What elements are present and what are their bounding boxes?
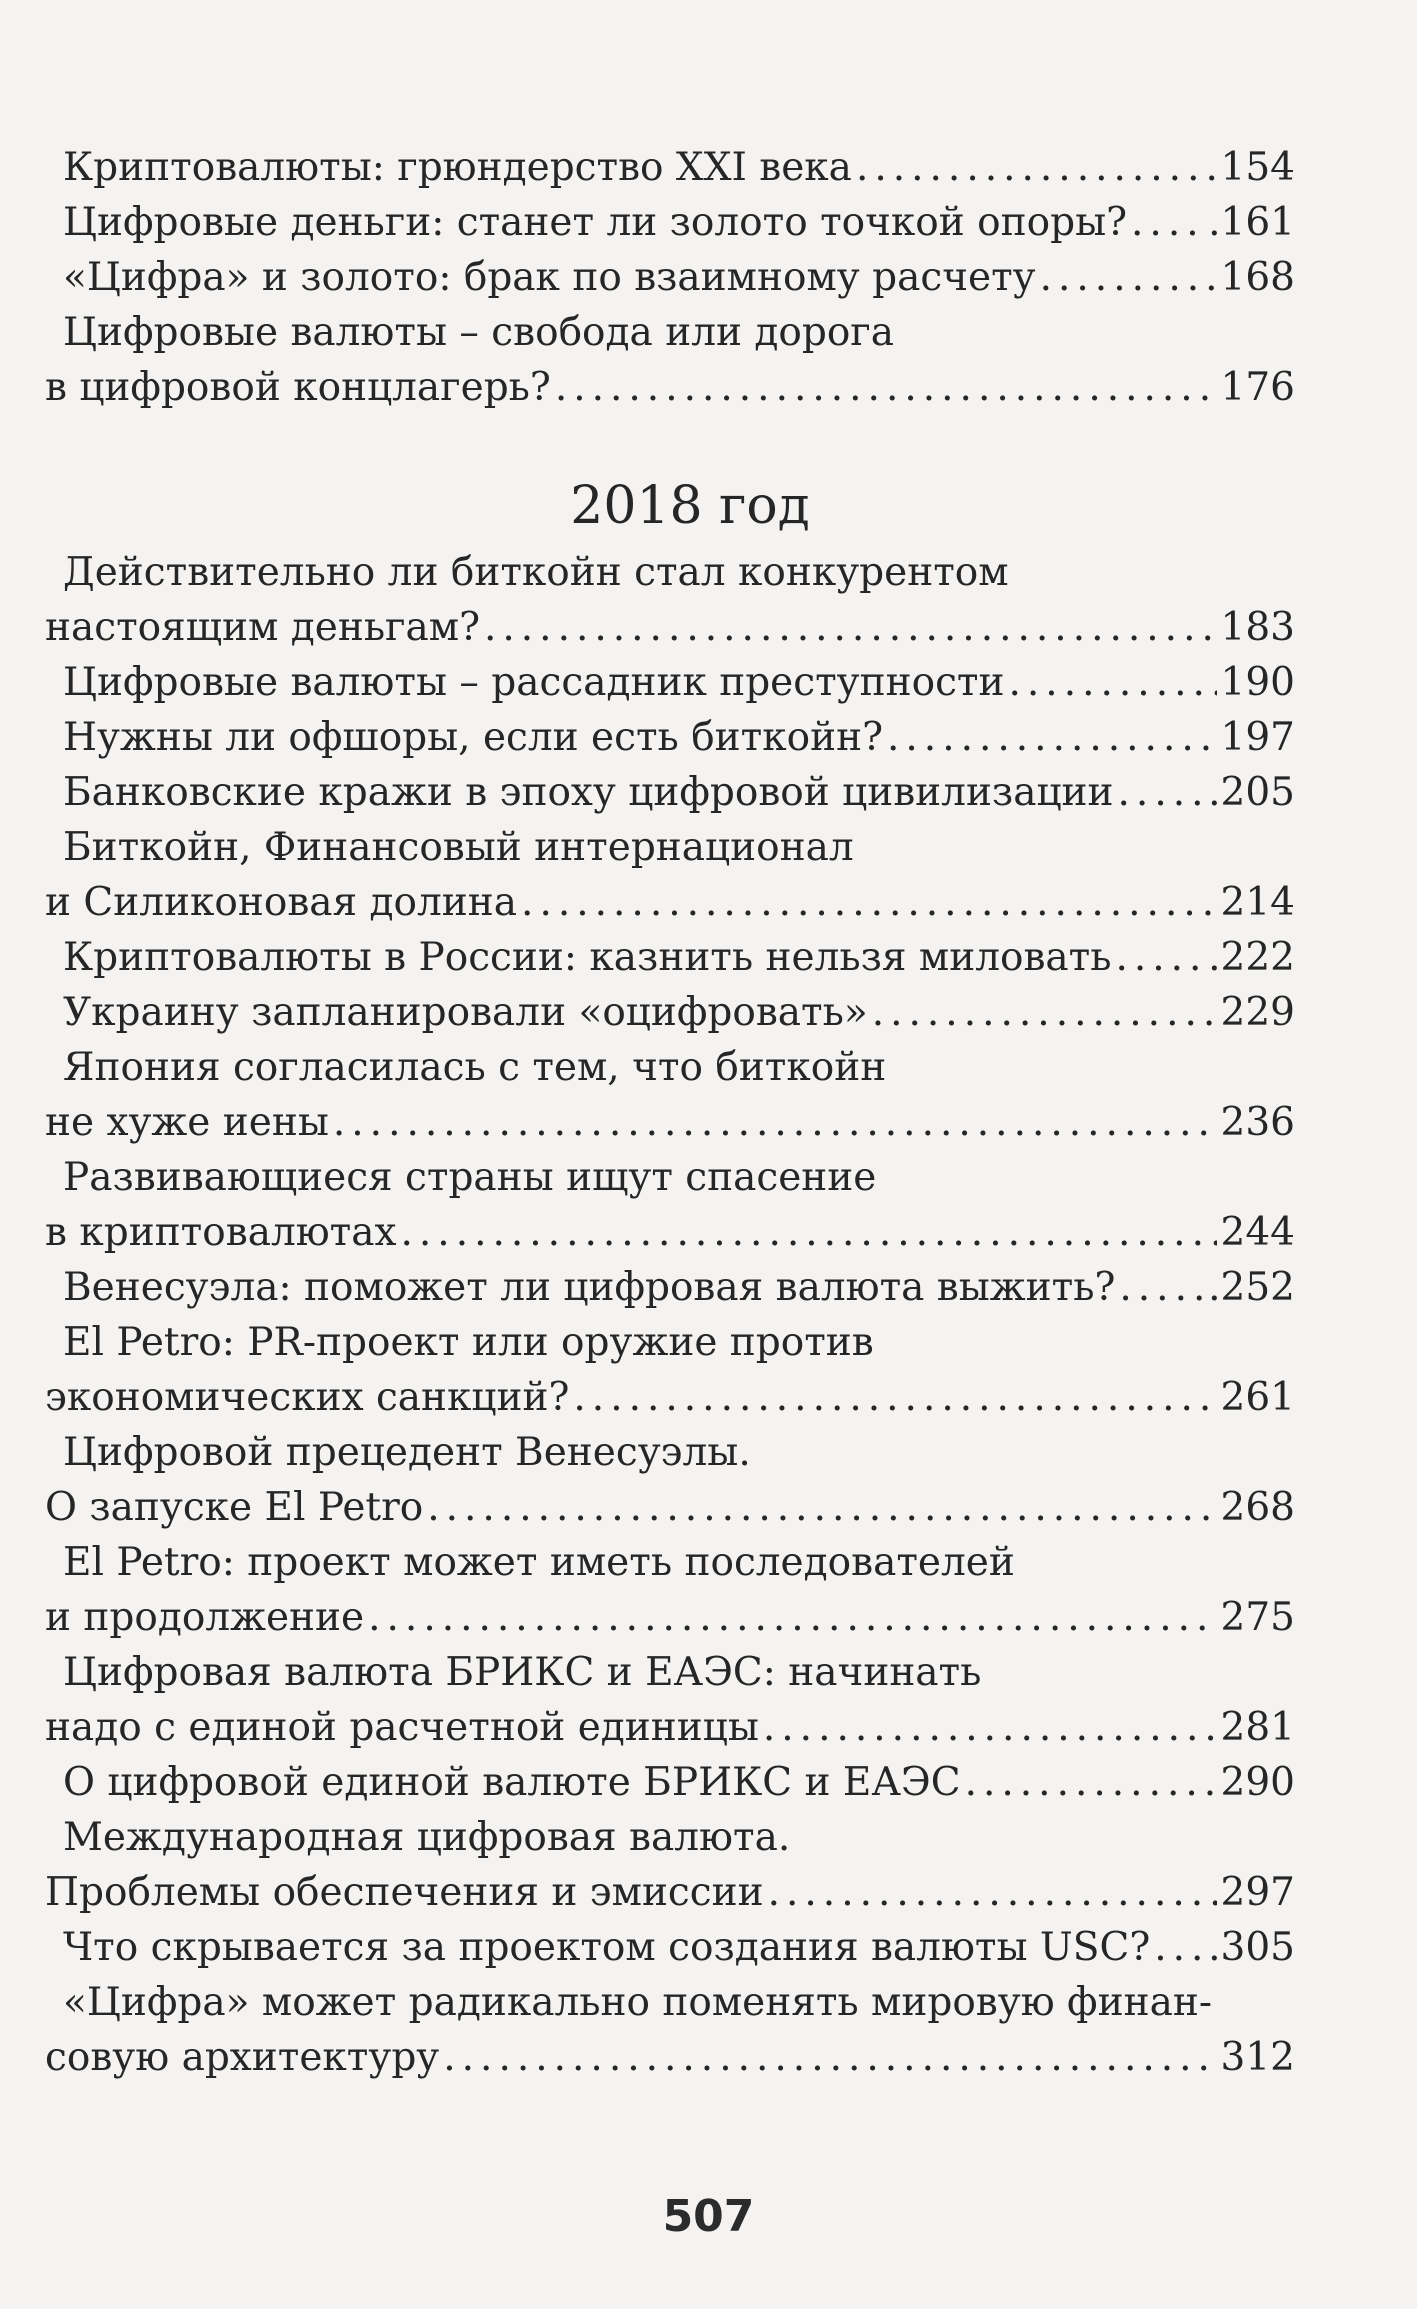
toc-entry-title: и Силиконовая долина <box>45 880 518 925</box>
toc-entry <box>45 195 1295 250</box>
toc-entry <box>45 1260 1295 1315</box>
toc-entry <box>45 1535 1295 1645</box>
toc-line <box>45 1370 1295 1425</box>
toc-entry-page: .161 <box>1208 200 1295 245</box>
toc-entry-title: Нужны ли офшоры, если есть биткойн? <box>63 715 883 760</box>
toc-entry <box>45 140 1295 195</box>
dot-leader <box>1119 1260 1204 1315</box>
toc-entry-title: не хуже иены <box>45 1100 329 1145</box>
toc-entry <box>45 1150 1295 1260</box>
toc-entry-page: 214 <box>1220 880 1295 925</box>
toc-entry-title: Венесуэла: поможет ли цифровая валюта выжить? <box>63 1265 1116 1310</box>
toc-line <box>45 1810 1295 1865</box>
toc-line <box>45 710 1295 765</box>
toc-entry-title: настоящим деньгам? <box>45 605 480 650</box>
toc-entry-page: 297 <box>1220 1870 1295 1915</box>
toc-entry-title: Криптовалюты: грюндерство XXI века <box>63 145 852 190</box>
dot-leader <box>555 360 1217 415</box>
toc-line <box>45 360 1295 415</box>
toc-entry-page: .205 <box>1208 770 1295 815</box>
toc-line <box>45 1425 1295 1480</box>
toc-line <box>45 930 1295 985</box>
toc-entry-page: 261 <box>1220 1375 1295 1420</box>
toc-entry <box>45 1920 1295 1975</box>
toc-entry-page: 236 <box>1220 1100 1295 1145</box>
toc-entry <box>45 930 1295 985</box>
toc-entry-title: Криптовалюты в России: казнить нельзя миловать <box>63 935 1112 980</box>
toc-line <box>45 1920 1295 1975</box>
toc-entry-title: О цифровой единой валюте БРИКС и ЕАЭС <box>63 1760 961 1805</box>
toc-entry-title: Что скрывается за проектом создания валюты USC? <box>63 1925 1151 1970</box>
toc-entry-page: 229 <box>1220 990 1295 1035</box>
toc-entry-page: 183 <box>1220 605 1295 650</box>
toc-entry <box>45 1040 1295 1150</box>
toc-entry <box>45 1755 1295 1810</box>
toc-line <box>45 820 1295 875</box>
page-number: 507 <box>662 2191 755 2242</box>
toc-entry <box>45 765 1295 820</box>
toc-entry <box>45 655 1295 710</box>
toc-entry-title: Проблемы обеспечения и эмиссии <box>45 1870 764 1915</box>
toc-entry-page: .252 <box>1208 1265 1295 1310</box>
dot-leader <box>1009 655 1217 710</box>
toc-entry <box>45 710 1295 765</box>
toc-entry-page: .305 <box>1208 1925 1295 1970</box>
dot-leader <box>427 1480 1216 1535</box>
toc-entry <box>45 985 1295 1040</box>
toc-entries-top <box>45 140 1295 415</box>
toc-line <box>45 2030 1295 2085</box>
toc-entry <box>45 820 1295 930</box>
toc-entry-title: Банковские кражи в эпоху цифровой цивилизации <box>63 770 1114 815</box>
toc-line <box>45 1755 1295 1810</box>
table-of-contents <box>45 140 1295 2085</box>
toc-line <box>45 195 1295 250</box>
toc-entry-title: El Petro: PR-проект или оружие против <box>63 1320 874 1365</box>
toc-entry-title: Цифровой прецедент Венесуэлы. <box>63 1430 751 1475</box>
toc-line <box>45 1095 1295 1150</box>
dot-leader <box>573 1370 1216 1425</box>
toc-entry-title: в криптовалютах <box>45 1210 397 1255</box>
toc-entry-title: О запуске El Petro <box>45 1485 424 1530</box>
toc-entries-section <box>45 545 1295 2085</box>
toc-entry-title: и продолжение <box>45 1595 365 1640</box>
toc-entry-title: Цифровая валюта БРИКС и ЕАЭС: начинать <box>63 1650 982 1695</box>
dot-leader <box>887 710 1217 765</box>
toc-line <box>45 305 1295 360</box>
toc-entry-title: Цифровые валюты – свобода или дорога <box>63 310 894 355</box>
toc-entry-page: 268 <box>1220 1485 1295 1530</box>
dot-leader <box>333 1095 1217 1150</box>
toc-entry-page: 312 <box>1220 2035 1295 2080</box>
toc-line <box>45 1040 1295 1095</box>
toc-entry-page: 197 <box>1220 715 1295 760</box>
toc-entry-title: Цифровые валюты – рассадник преступности <box>63 660 1005 705</box>
toc-line <box>45 1700 1295 1755</box>
toc-line <box>45 545 1295 600</box>
toc-line <box>45 1480 1295 1535</box>
toc-entry-title: «Цифра» может радикально поменять мировую финан- <box>63 1980 1212 2025</box>
dot-leader <box>443 2030 1216 2085</box>
toc-entry-title: El Petro: проект может иметь последователей <box>63 1540 1015 1585</box>
toc-entry <box>45 1810 1295 1920</box>
toc-entry <box>45 1645 1295 1755</box>
dot-leader <box>1118 765 1205 820</box>
toc-line <box>45 140 1295 195</box>
toc-entry-page: 244 <box>1220 1210 1295 1255</box>
toc-line <box>45 1315 1295 1370</box>
toc-entry <box>45 1315 1295 1425</box>
toc-entry-title: совую архитектуру <box>45 2035 440 2080</box>
toc-entry-title: надо с единой расчетной единицы <box>45 1705 759 1750</box>
toc-entry-page: 275 <box>1220 1595 1295 1640</box>
toc-entry-page: .222 <box>1208 935 1295 980</box>
toc-entry-page: 168 <box>1220 255 1295 300</box>
toc-entry-title: в цифровой концлагерь? <box>45 365 551 410</box>
toc-entry-title: Действительно ли биткойн стал конкурентом <box>63 550 1009 595</box>
toc-line <box>45 1975 1295 2030</box>
dot-leader <box>768 1865 1217 1920</box>
toc-entry-title: Цифровые деньги: станет ли золото точкой опоры? <box>63 200 1128 245</box>
toc-entry <box>45 250 1295 305</box>
toc-line <box>45 250 1295 305</box>
dot-leader <box>1040 250 1217 305</box>
toc-entry-title: экономических санкций? <box>45 1375 570 1420</box>
toc-entry-title: Япония согласилась с тем, что биткойн <box>63 1045 887 1090</box>
dot-leader <box>484 600 1217 655</box>
toc-line <box>45 655 1295 710</box>
toc-entry-page: 281 <box>1220 1705 1295 1750</box>
dot-leader <box>856 140 1217 195</box>
dot-leader <box>401 1205 1217 1260</box>
toc-entry-page: 290 <box>1220 1760 1295 1805</box>
toc-entry-title: «Цифра» и золото: брак по взаимному расчету <box>63 255 1036 300</box>
toc-entry <box>45 305 1295 415</box>
dot-leader <box>872 985 1217 1040</box>
dot-leader <box>1131 195 1204 250</box>
dot-leader <box>763 1700 1217 1755</box>
toc-entry-title: Украину запланировали «оцифровать» <box>63 990 868 1035</box>
toc-entry-page: 190 <box>1220 660 1295 705</box>
dot-leader <box>965 1755 1217 1810</box>
toc-line <box>45 1645 1295 1700</box>
toc-entry-page: 154 <box>1220 145 1295 190</box>
toc-line <box>45 1205 1295 1260</box>
toc-entry-title: Развивающиеся страны ищут спасение <box>63 1155 877 1200</box>
toc-entry <box>45 1425 1295 1535</box>
toc-line <box>45 985 1295 1040</box>
toc-entry-page: 176 <box>1220 365 1295 410</box>
toc-line <box>45 765 1295 820</box>
toc-entry <box>45 545 1295 655</box>
toc-entry-title: Биткойн, Финансовый интернационал <box>63 825 854 870</box>
toc-line <box>45 600 1295 655</box>
toc-line <box>45 875 1295 930</box>
toc-line <box>45 1150 1295 1205</box>
toc-entry-title: Международная цифровая валюта. <box>63 1815 791 1860</box>
dot-leader <box>521 875 1217 930</box>
toc-entry <box>45 1975 1295 2085</box>
section-heading: 2018 год <box>570 476 810 536</box>
dot-leader <box>1115 930 1204 985</box>
dot-leader <box>368 1590 1216 1645</box>
toc-line <box>45 1865 1295 1920</box>
toc-line <box>45 1260 1295 1315</box>
toc-line <box>45 1590 1295 1645</box>
toc-line <box>45 1535 1295 1590</box>
dot-leader <box>1154 1920 1204 1975</box>
